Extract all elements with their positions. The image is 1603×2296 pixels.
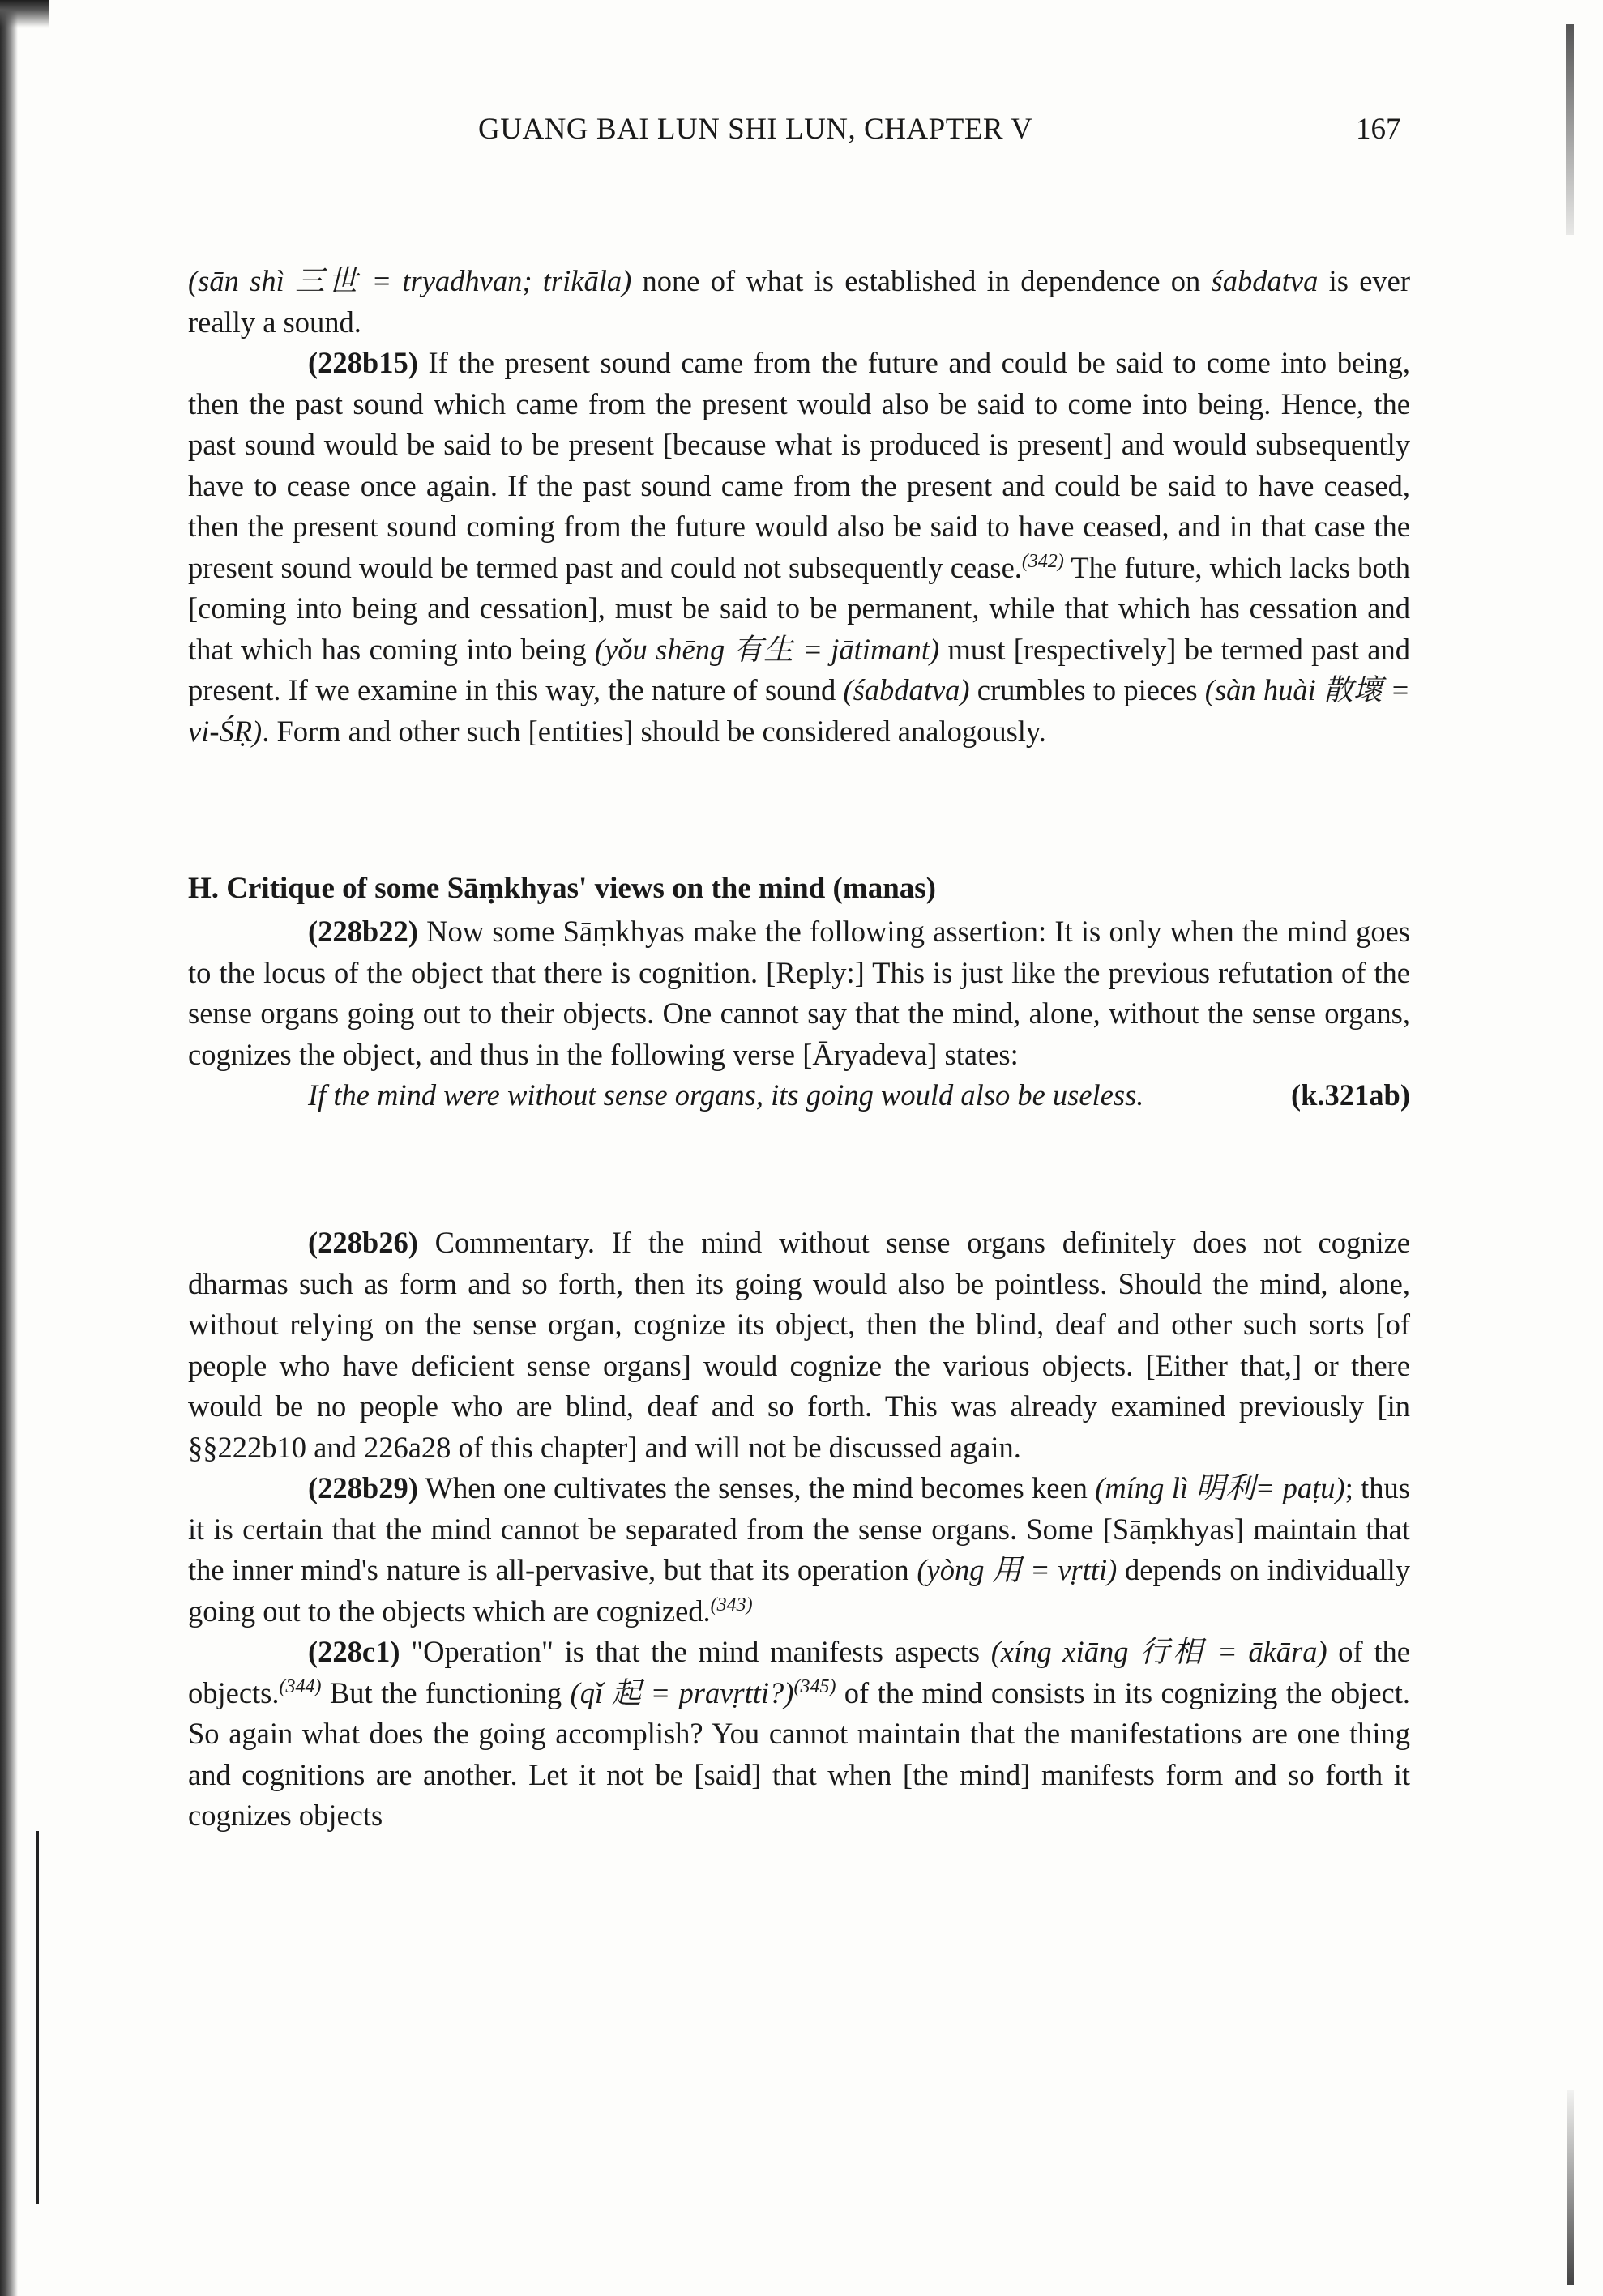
footnote-ref: (342) (1021, 550, 1064, 572)
paragraph-continuation: (sān shì 三世 = tryadhvan; trikāla) none of what is established in dependence on śabdatva is ever really a sound. (188, 264, 1411, 339)
section-heading: H. Critique of some Sāṃkhyas' views on the mind (manas) (188, 872, 936, 905)
paragraph-228b15: (228b15) If the present sound came from the future and could be said to come into being, then the past sound which came from the present would also be said to come into being. Hence, the past sound would be said to be present [because what is produced is present] and would subsequently have to cease once again. If the past sound came from the present and could be said to have ceased, then the present sound coming from the future would also be said to have ceased, and in that case the present sound would be termed past and could not subsequently cease.$^{(342)}$ The future, which lacks both [coming into being and cessation], must be said to be permanent, while that which has cessation and that which has coming into being (yǒu shēng 有生 = jātimant) must [respectively] be termed past and present. If we examine in this way, the nature of sound (śabdatva) crumbles to pieces (sàn huài 散壞 = vi-ŚṚ). Form and other such [entities] should be considered analogously. (188, 346, 1410, 748)
scan-margin-mark (36, 1831, 39, 2204)
scan-edge-right (1566, 24, 1574, 235)
page-number: 167 (1356, 113, 1401, 146)
scan-edge-left (0, 0, 18, 2296)
verse-k321ab: If the mind were without sense organs, its going would also be useless. (k.321ab) (308, 1078, 1410, 1112)
paragraph-228b22: (228b22) Now some Sāṃkhyas make the following assertion: It is only when the mind goes to the locus of the object that there is cognition. [Reply:] This is just like the previous refutation of the sense organs going out to their objects. One cannot say that the mind, alone, without the sense organs, cognizes the object, and thus in the following verse [Āryadeva] states: (188, 915, 1410, 1071)
text-block-top (188, 261, 1410, 752)
running-head: GUANG BAI LUN SHI LUN, CHAPTER V (478, 113, 1033, 146)
scan-edge-top (0, 0, 49, 28)
paragraph-228c1: (228c1) "Operation" is that the mind manifests aspects (xíng xiāng 行相 = ākāra) of the objects.$^{(344)}$ But the functioning (qǐ 起 = pravṛtti?)$^{(345)}$ of the mind consists in its cognizing the object. So again what does the going accomplish? You cannot maintain that the manifestations are one thing and cognitions are another. Let it not be [said] that when [the mind] manifests form and so forth it cognizes objects (188, 1635, 1410, 1832)
footnote-ref: (345) (793, 1675, 836, 1697)
paragraph-228b26: (228b26) Commentary. If the mind without sense organs definitely does not cognize dharmas such as form and so forth, then its going would also be pointless. Should the mind, alone, without relying on the sense organ, cognize its object, then the blind, deaf and other such sorts [of people who have deficient sense organs] would cognize the various objects. [Either that,] or there would be no people who are blind, deaf and so forth. This was already examined previously [in §§222b10 and 226a28 of this chapter] and will not be discussed again. (188, 1226, 1410, 1464)
text-block-bottom (188, 1223, 1410, 1837)
scan-edge-right-lower (1567, 2090, 1574, 2285)
footnote-ref: (344) (279, 1675, 322, 1697)
paragraph-228b29: (228b29) When one cultivates the senses, the mind becomes keen (míng lì 明利= paṭu); thus it is certain that the mind cannot be separated from the sense organs. Some [Sāṃkhyas] maintain that the inner mind's nature is all-pervasive, but that its operation (yòng 用 = vṛtti) depends on individually going out to the objects which are cognized.$^{(343)}$ (188, 1471, 1410, 1628)
footnote-ref: (343) (710, 1594, 753, 1615)
text-block-middle (188, 911, 1410, 1116)
